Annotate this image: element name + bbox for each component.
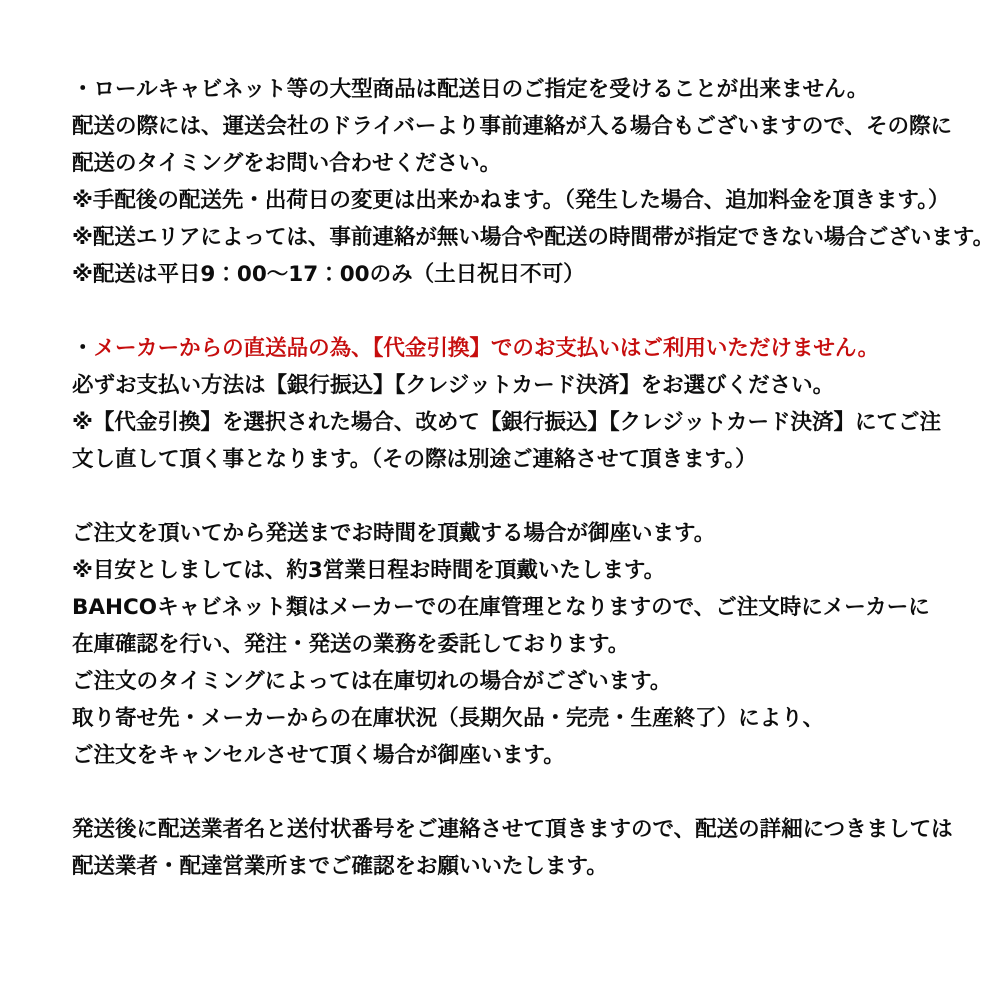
paragraph-delivery-notice	[72, 71, 995, 293]
paragraph-leadtime-stock-notice	[72, 515, 966, 774]
text-line: ※配送は平日9：00～17：00のみ（土日祝日不可）	[72, 262, 585, 287]
paragraph-payment-notice	[72, 330, 966, 478]
text-line: ※目安としましては、約3営業日程お時間を頂戴いたします。	[72, 558, 666, 583]
text-line: 配送のタイミングをお問い合わせください。	[72, 151, 502, 176]
payment-warning-line	[72, 330, 966, 367]
text-line: ※【代金引換】を選択された場合、改めて【銀行振込】【クレジットカード決済】にてご注	[72, 410, 941, 435]
text-line: ※配送エリアによっては、事前連絡が無い場合や配送の時間帯が指定できない場合ございます。	[72, 225, 995, 250]
text-line: 配送の際には、運送会社のドライバーより事前連絡が入る場合もございますので、その際に	[72, 114, 952, 139]
text-line: ご注文のタイミングによっては在庫切れの場合がございます。	[72, 669, 672, 694]
text-line: 配送業者・配達営業所までご確認をお願いいたします。	[72, 854, 608, 879]
paragraph-tracking-notice	[72, 811, 966, 885]
text-line: ご注文をキャンセルさせて頂く場合が御座います。	[72, 743, 565, 768]
text-line: ご注文を頂いてから発送までお時間を頂戴する場合が御座います。	[72, 521, 716, 546]
text-line: 取り寄せ先・メーカーからの在庫状況（長期欠品・完売・生産終了）により、	[72, 706, 825, 731]
text-line: 発送後に配送業者名と送付状番号をご連絡させて頂きますので、配送の詳細につきましては	[72, 817, 953, 842]
text-line: ・ロールキャビネット等の大型商品は配送日のご指定を受けることが出来ません。	[72, 77, 869, 102]
text-line: 必ずお支払い方法は【銀行振込】【クレジットカード決済】をお選びください。	[72, 373, 835, 398]
bullet: ・	[72, 336, 94, 361]
payment-warning-text: メーカーからの直送品の為、【代金引換】でのお支払いはご利用いただけません。	[93, 336, 880, 361]
text-line: ※手配後の配送先・出荷日の変更は出来かねます。（発生した場合、追加料金を頂きます。）	[72, 188, 950, 213]
text-line: BAHCOキャビネット類はメーカーでの在庫管理となりますので、ご注文時にメーカーに	[72, 595, 930, 620]
text-line: 在庫確認を行い、発注・発送の業務を委託しております。	[72, 632, 630, 657]
text-line: 文し直して頂く事となります。（その際は別途ご連絡させて頂きます。）	[72, 447, 757, 472]
